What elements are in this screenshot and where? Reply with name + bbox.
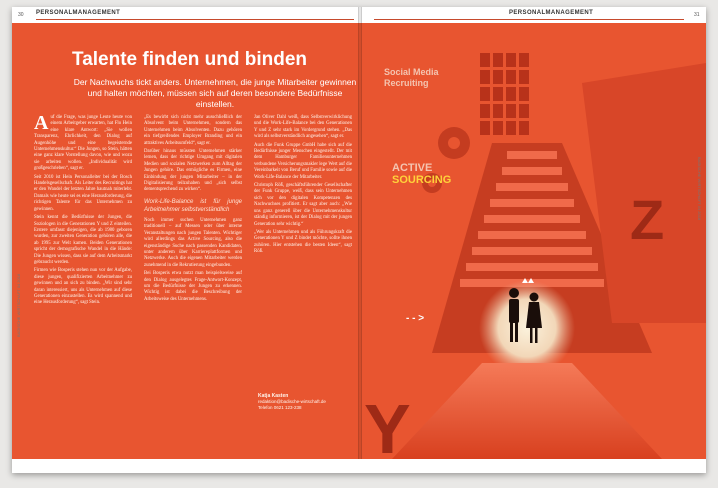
paragraph: uf die Frage, was junge Leute heute von einem Arbeitgeber erwarten, hat Flo Hein eine klare Antwort: „Sie wollen Transparenz, Ehrlichkeit, den Dialog auf Augenhöhe und eine begeisternde Unternehmenskultur.“ Die Jungen, so Stein, hätten eine ganz klare Vorstellung davon, wie und wozu sie arbeiten wollen. „Individualität wird großgeschrieben“, sagt er. [34, 115, 132, 172]
section-label-left: PERSONALMANAGEMENT [36, 10, 121, 16]
label-social-media: Social Media [384, 67, 439, 77]
section-label-right: PERSONALMANAGEMENT [509, 10, 594, 16]
drop-cap: A [34, 112, 49, 134]
edge-text-left: BADISCHE WIRTSCHAFT 04 2018 [16, 273, 21, 337]
author-phone: Telefon 0621 123-238 [258, 405, 302, 410]
article-headline: Talente finden und binden [72, 49, 308, 70]
page-number-right: 31 [694, 12, 700, 18]
column-1 [34, 112, 132, 309]
column-2 [144, 115, 242, 305]
arrow-icon: - - > [406, 313, 425, 324]
paragraph: Stein kennt die Bedürfnisse der Jungen, die Soziologen in die Generationen Y und Z einteilen. Erstere umfasst diejenigen, die ab 1980 geboren wurden, zur zweiten Generation gehören alle, die ab 1995 zur Welt kamen. Beiden Generationen spricht der demografische Wandel in die Hände: Die Jungen wissen, dass sie auf dem Arbeitsmarkt gebraucht werden. [34, 215, 132, 265]
paragraph: Jan Oliver Dahl weiß, dass Selbstverwirklichung und die Work-Life-Balance bei den Generationen Y und Z sehr stark im Vordergrund stehen. „Das wird als selbstverständlich angesehen“, sagt er. [254, 115, 352, 140]
paragraph: Darüber hinaus müssten Unternehmen stärker lernen, dass der richtige Umgang mit digitalen Medien und sozialen Netzwerken zum Alltag der Jungen gehöre. Das ermögliche es Firmen, eine Einbindung der jungen Mitarbeiter – in der Digitalisierung teilzuhaben und „sich selbst dementsprechend zu wirken“. [144, 149, 242, 193]
subheading: Work-Life-Balance ist für junge Arbeitnehmer selbstverständlich [144, 198, 242, 213]
magazine-spread [12, 7, 706, 473]
edge-text-right: BADISCHE WIRTSCHAFT 04 2018 [697, 157, 702, 221]
column-3 [254, 115, 352, 258]
paragraph: Christoph Röß, geschäftsführender Gesellschafter der Funk Gruppe, weiß, dass sein Unternehmen sich vor den digitalen Kompetenzen des Nachwuchses profitiert. Er sagt aber auch: „Wie uns ganz generell über die Unternehmenskultur ständig informieren, ist der Dialog mit der jungen Generation sehr wichtig.“ [254, 183, 352, 227]
illustration [362, 23, 706, 459]
author-name: Katja Kasten [258, 393, 289, 399]
bottom-margin [12, 459, 706, 473]
label-sourcing: SOURCING [392, 174, 452, 186]
paragraph: Seit 2010 ist Hein Personalleiter bei der Bosch Handelsgesellschaft. Als Leiter des Recruitings hat er den Wandel der letzten Jahre hautnah miterlebt. Damals wie heute sei es eine Herausforderung, die richtigen Talente für das Unternehmen zu gewinnen. [34, 174, 132, 212]
paragraph: Noch immer suchen Unternehmen ganz traditionell – auf Messen oder über interne Veranstaltungen nach jungen Talenten. Wichtiger wird allerdings das Active Sourcing, also die eigenständige Suche nach passenden Kandidaten, unter anderem über Karriereplattformen und Netzwerke. Auch die eigenen Mitarbeiter werden zunehmend in die Rekrutierung eingebunden. [144, 217, 242, 268]
author-email: redaktion@badische-wirtschaft.de [258, 399, 326, 404]
header-rule-right [374, 19, 684, 20]
paragraph: „Wer als Unternehmen und als Führungskraft die Generationen Y und Z bindet möchte, sollte ihnen zuhören. Hier entstehen die besten Ideen“, sagt Röß. [254, 229, 352, 255]
label-recruiting: Recruiting [384, 78, 429, 88]
paragraph: Auch die Funk Gruppe GmbH habe sich auf die Bedürfnisse junger Menschen eingestellt. Der mit dem Hamburger Familienunternehmen verbundene Versicherungsmakler lege Wert auf die Vereinbarkeit von Beruf und Familie sowie auf die Work-Life-Balance der Mitarbeiter. [254, 142, 352, 180]
paragraph: Bei Bosperis etwa nutzt man beispielsweise auf den Dialog ausgelegtes Frage-Antwort-Konzept, um die Bedürfnisse der Jungen zu erkennen. Wichtig ist dabei die Beschreibung der Arbeitsweise des Unternehmens. [144, 271, 242, 302]
letter-z: Z [630, 188, 665, 251]
page-number-left: 30 [18, 12, 24, 18]
header-rule-left [36, 19, 354, 20]
label-active: ACTIVE [392, 162, 433, 174]
paragraph: Firmen wie Bosperis stehen nun vor der Aufgabe, diese jungen, qualifizierten Arbeitnehmer zu gewinnen und an sich zu binden. „Wir sind sehr daran interessiert, uns als Unternehmen auf diese Generationen einzustellen. Es wird spannend und eine Herausforderung“, sagt Stein. [34, 268, 132, 306]
letter-y: Y [364, 390, 411, 459]
author-box [258, 393, 358, 411]
paragraph: „Es bewirbt sich nicht mehr ausschließlich der Absolvent beim Unternehmen, sondern das Unternehmen beim Absolventen. Dazu gehören ein tiefgreifendes Employer Branding und ein attraktives Arbeitsumfeld“, sagt er. [144, 115, 242, 146]
article-deck: Der Nachwuchs tickt anders. Unternehmen, die junge Mitarbeiter gewinnen und halten möchten, müssen sich auf deren besondere Bedürfnisse einstellen. [73, 77, 357, 109]
